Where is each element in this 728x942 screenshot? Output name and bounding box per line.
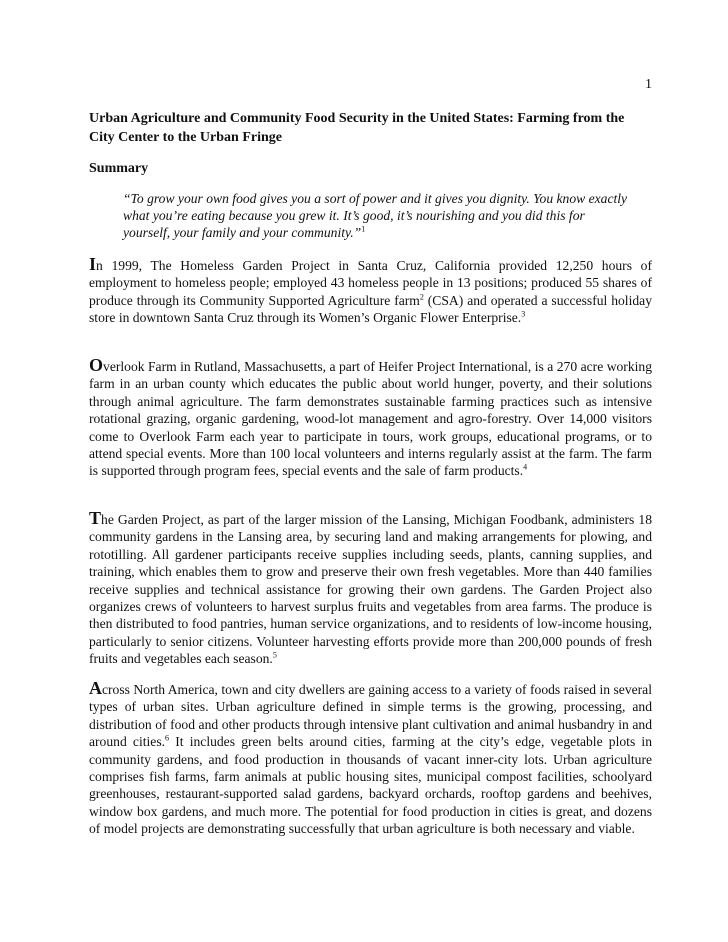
footnote-ref: 3	[521, 309, 526, 319]
paragraph-text: It includes green belts around cities, farming at the city’s edge, vegetable plots in community gardens, and food production in thousands of vacant inner-city lots. Urban agriculture comprises fish farms, farm animals at public housing sites, municipal compost facilities, schoolyard greenhouses, restaurant-supported salad gardens, backyard orchards, rooftop gardens and beehives, window box gardens, and much more. The potential for food production in cities is great, and dozens of model projects are demonstrating successfully that urban agriculture is both necessary and viable.	[89, 734, 652, 837]
summary-heading: Summary	[89, 161, 149, 176]
footnote-ref: 5	[272, 650, 277, 660]
drop-initial: T	[89, 508, 102, 528]
quote-text: “To grow your own food gives you a sort of power and it gives you dignity. You know exactly what you’re eating because you grew it. It’s good, it’s nourishing and you did this for yourself, your family and your community.”	[123, 191, 628, 240]
paragraph-text: verlook Farm in Rutland, Massachusetts, a part of Heifer Project International, is a 270 acre working farm in an urban county which educates the public about world hunger, poverty, and their solutions through animal agriculture. The farm demonstrates sustainable farming practices such as intensive rotational grazing, organic gardening, wood-lot management and agro-forestry. Over 14,000 visitors come to Overlook Farm each year to participate in tours, work groups, educational programs, or to attend special events. More than 100 local volunteers and interns regularly assist at the farm. The farm is supported through program fees, special events and the sale of farm products.	[89, 359, 652, 479]
paragraph-text: n 1999, The Homeless Garden Project in Santa Cruz, California provided 12,250 hours of employment to homeless people; employed 43 homeless people in 13 positions; produced 55 shares of produce through its Community Supported Agriculture farm	[89, 258, 652, 308]
paragraph-overlook-farm	[89, 357, 652, 480]
paragraph-text: he Garden Project, as part of the larger mission of the Lansing, Michigan Foodbank, administers 18 community gardens in the Lansing area, by securing land and making arrangements for plowing, and rototilling. All gardener participants receive supplies including seeds, plants, canning supplies, and training, which enables them to grow and preserve their own fresh vegetables. More than 440 families receive supplies and technical assistance for growing their own gardens. The Garden Project also organizes crews of volunteers to harvest surplus fruits and vegetables from area farms. The produce is then distributed to food pantries, human service organizations, and to residents of low-income housing, particularly to senior citizens. Volunteer harvesting efforts provide more than 200,000 pounds of fresh fruits and vegetables each season.	[89, 512, 652, 667]
footnote-ref: 4	[523, 462, 528, 472]
drop-initial: A	[89, 678, 102, 698]
footnote-ref: 6	[165, 733, 170, 743]
paragraph-text: (CSA) and operated a successful holiday store in downtown Santa Cruz through its Women’s Organic Flower Enterprise.	[89, 292, 652, 326]
paragraph-north-america	[89, 680, 652, 838]
drop-initial: O	[89, 355, 104, 375]
paragraph-text: cross North America, town and city dwellers are gaining access to a variety of foods raised in several types of urban sites. Urban agriculture defined in simple terms is the growing, processing, and distribution of food and other products through intensive plant cultivation and animal husbandry in and around cities.	[89, 682, 652, 750]
document-title: Urban Agriculture and Community Food Security in the United States: Farming from the City Center to the Urban Fringe	[89, 111, 625, 145]
paragraph-garden-project	[89, 510, 652, 668]
paragraph-homeless-garden	[89, 256, 652, 327]
drop-initial: I	[89, 254, 97, 274]
footnote-ref: 1	[361, 224, 366, 234]
page-number: 1	[645, 77, 652, 92]
footnote-ref: 2	[419, 292, 424, 302]
epigraph-quote	[123, 190, 635, 241]
